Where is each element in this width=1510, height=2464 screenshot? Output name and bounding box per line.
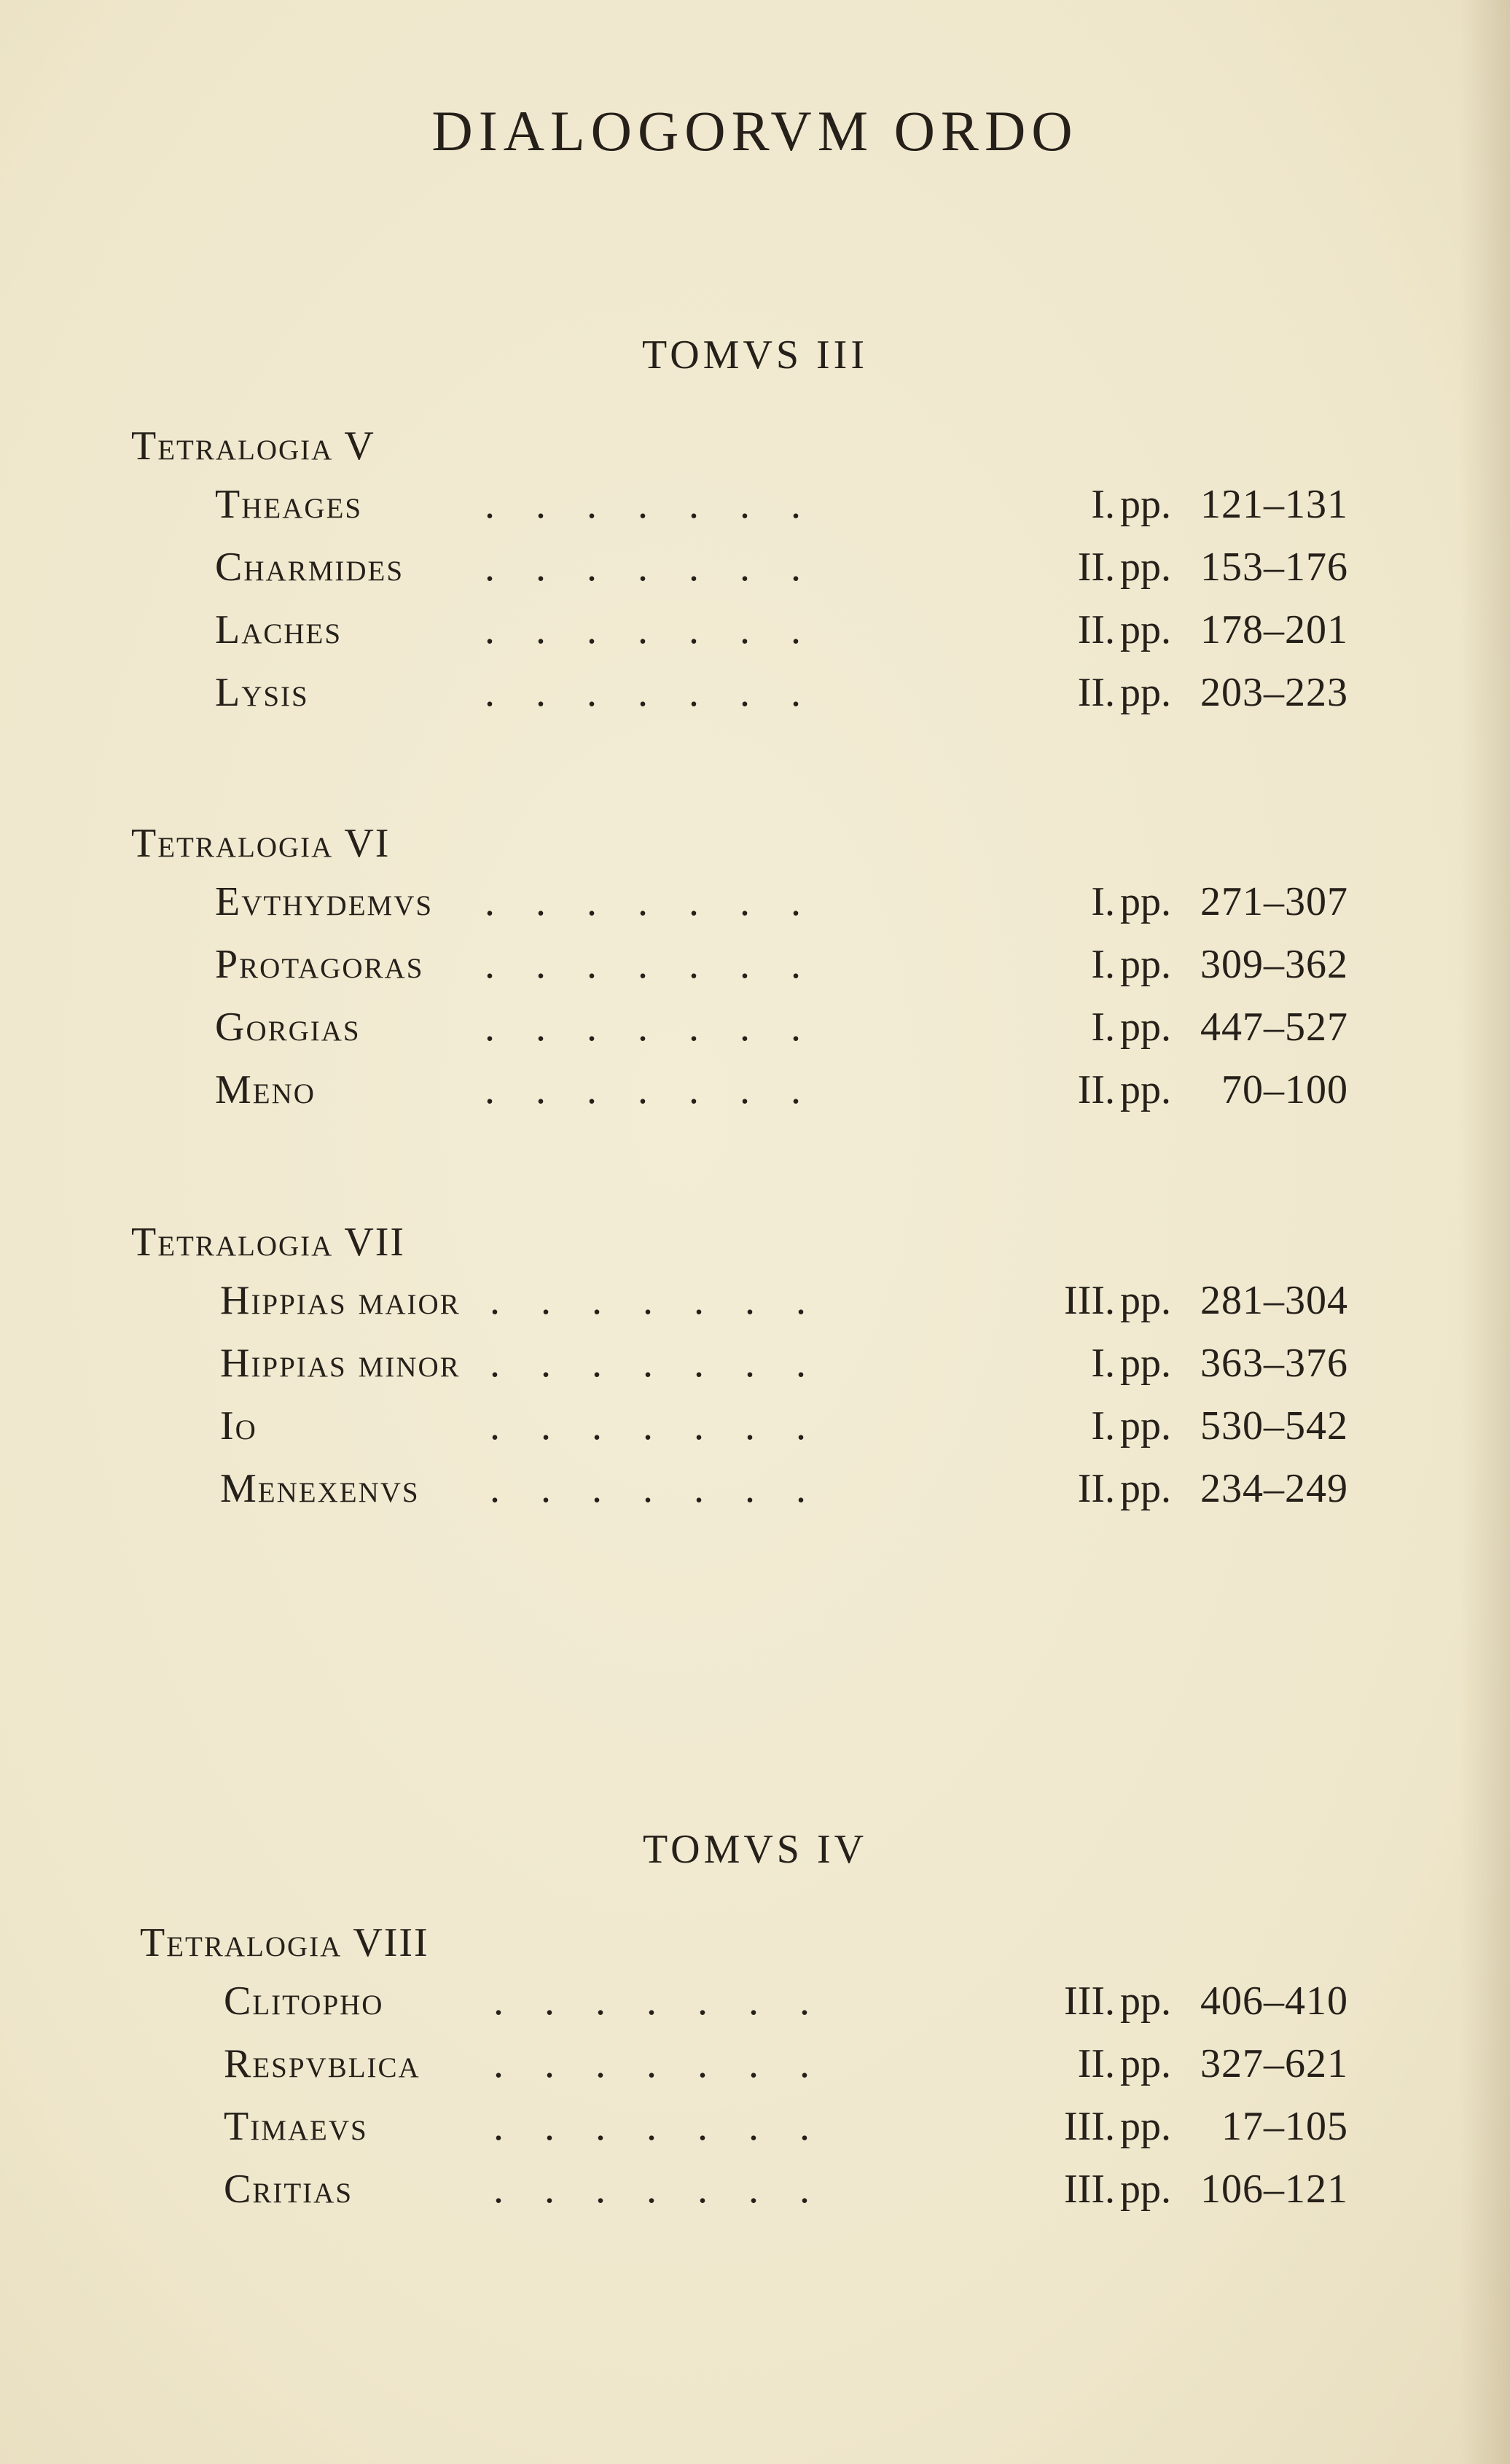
page-range: 530–542 <box>1200 1403 1348 1449</box>
page-range: 327–621 <box>1200 2041 1348 2086</box>
leader-dots: . . . . . . . <box>490 1466 806 1511</box>
leader-dots: . . . . . . . <box>493 2041 810 2086</box>
table-row <box>220 1277 1357 1336</box>
dialogue-name: Menexenvs <box>220 1466 420 1511</box>
pages-abbrev: pp. <box>1120 1403 1171 1449</box>
leader-dots: . . . . . . . <box>485 482 801 527</box>
volume-number: I. <box>1091 942 1115 987</box>
leader-dots: . . . . . . . <box>490 1341 806 1386</box>
dialogue-name: Gorgias <box>215 1005 361 1050</box>
volume-heading: TOMVS III <box>642 332 868 378</box>
volume-number: III. <box>1064 2167 1115 2212</box>
leader-dots: . . . . . . . <box>485 607 801 652</box>
page-range: 234–249 <box>1200 1466 1348 1511</box>
page-range: 153–176 <box>1200 545 1348 590</box>
volume-number: II. <box>1077 545 1115 590</box>
volume-number: II. <box>1077 670 1115 715</box>
page-range: 17–105 <box>1221 2104 1348 2149</box>
table-row <box>224 1978 1361 2036</box>
volume-number: I. <box>1091 1005 1115 1050</box>
page-range: 447–527 <box>1200 1005 1348 1050</box>
dialogue-name: Clitopho <box>224 1978 384 2024</box>
dialogue-name: Hippias minor <box>220 1341 461 1386</box>
dialogue-name: Respvblica <box>224 2041 420 2086</box>
page-range: 309–362 <box>1200 942 1348 987</box>
pages-abbrev: pp. <box>1120 1005 1171 1050</box>
volume-number: II. <box>1077 1067 1115 1112</box>
page-range: 203–223 <box>1200 670 1348 715</box>
dialogue-name: Meno <box>215 1067 316 1112</box>
leader-dots: . . . . . . . <box>493 2104 810 2149</box>
table-row <box>220 1403 1357 1461</box>
table-row <box>220 1340 1357 1398</box>
pages-abbrev: pp. <box>1120 1067 1171 1112</box>
pages-abbrev: pp. <box>1120 670 1171 715</box>
page-range: 70–100 <box>1221 1067 1348 1112</box>
tetralogy-heading: Tetralogia V <box>131 424 375 469</box>
dialogue-name: Protagoras <box>215 942 424 987</box>
page-range: 406–410 <box>1200 1978 1348 2024</box>
tetralogy-heading: Tetralogia VII <box>131 1220 406 1265</box>
table-row <box>215 544 1352 602</box>
pages-abbrev: pp. <box>1120 1466 1171 1511</box>
table-row <box>215 607 1352 665</box>
pages-abbrev: pp. <box>1120 942 1171 987</box>
tetralogy-heading: Tetralogia VIII <box>140 1920 429 1965</box>
leader-dots: . . . . . . . <box>490 1403 806 1449</box>
leader-dots: . . . . . . . <box>485 942 801 987</box>
volume-number: III. <box>1064 1978 1115 2024</box>
volume-number: II. <box>1077 1466 1115 1511</box>
page-range: 271–307 <box>1200 879 1348 924</box>
pages-abbrev: pp. <box>1120 2167 1171 2212</box>
table-row <box>224 2166 1361 2224</box>
page-range: 363–376 <box>1200 1341 1348 1386</box>
volume-number: I. <box>1091 879 1115 924</box>
pages-abbrev: pp. <box>1120 2104 1171 2149</box>
volume-number: III. <box>1064 2104 1115 2149</box>
pages-abbrev: pp. <box>1120 2041 1171 2086</box>
volume-number: III. <box>1064 1278 1115 1323</box>
dialogue-name: Laches <box>215 607 343 652</box>
pages-abbrev: pp. <box>1120 607 1171 652</box>
dialogue-name: Io <box>220 1403 257 1449</box>
dialogue-name: Lysis <box>215 670 309 715</box>
table-row <box>224 2040 1361 2099</box>
leader-dots: . . . . . . . <box>485 1067 801 1112</box>
volume-number: II. <box>1077 2041 1115 2086</box>
page-range: 106–121 <box>1200 2167 1348 2212</box>
table-row <box>215 481 1352 539</box>
dialogue-name: Hippias maior <box>220 1278 461 1323</box>
table-row <box>215 1067 1352 1125</box>
pages-abbrev: pp. <box>1120 879 1171 924</box>
table-row <box>220 1465 1357 1524</box>
pages-abbrev: pp. <box>1120 482 1171 527</box>
page-range: 178–201 <box>1200 607 1348 652</box>
volume-number: II. <box>1077 607 1115 652</box>
volume-number: I. <box>1091 482 1115 527</box>
leader-dots: . . . . . . . <box>485 545 801 590</box>
page-range: 281–304 <box>1200 1278 1348 1323</box>
dialogue-name: Theages <box>215 482 363 527</box>
page-title: DIALOGORVM ORDO <box>431 99 1079 163</box>
dialogue-name: Evthydemvs <box>215 879 434 924</box>
pages-abbrev: pp. <box>1120 1978 1171 2024</box>
leader-dots: . . . . . . . <box>493 1978 810 2024</box>
dialogue-name: Charmides <box>215 545 404 590</box>
leader-dots: . . . . . . . <box>493 2167 810 2212</box>
pages-abbrev: pp. <box>1120 545 1171 590</box>
table-row <box>215 1004 1352 1062</box>
pages-abbrev: pp. <box>1120 1341 1171 1386</box>
pages-abbrev: pp. <box>1120 1278 1171 1323</box>
leader-dots: . . . . . . . <box>485 670 801 715</box>
volume-heading: TOMVS IV <box>642 1827 868 1872</box>
volume-number: I. <box>1091 1403 1115 1449</box>
table-row <box>224 2103 1361 2161</box>
table-row <box>215 941 1352 999</box>
tetralogy-heading: Tetralogia VI <box>131 821 391 866</box>
leader-dots: . . . . . . . <box>485 1005 801 1050</box>
page-range: 121–131 <box>1200 482 1348 527</box>
volume-number: I. <box>1091 1341 1115 1386</box>
table-row <box>215 878 1352 937</box>
dialogue-name: Critias <box>224 2167 353 2212</box>
leader-dots: . . . . . . . <box>485 879 801 924</box>
dialogue-name: Timaevs <box>224 2104 368 2149</box>
table-row <box>215 669 1352 728</box>
leader-dots: . . . . . . . <box>490 1278 806 1323</box>
